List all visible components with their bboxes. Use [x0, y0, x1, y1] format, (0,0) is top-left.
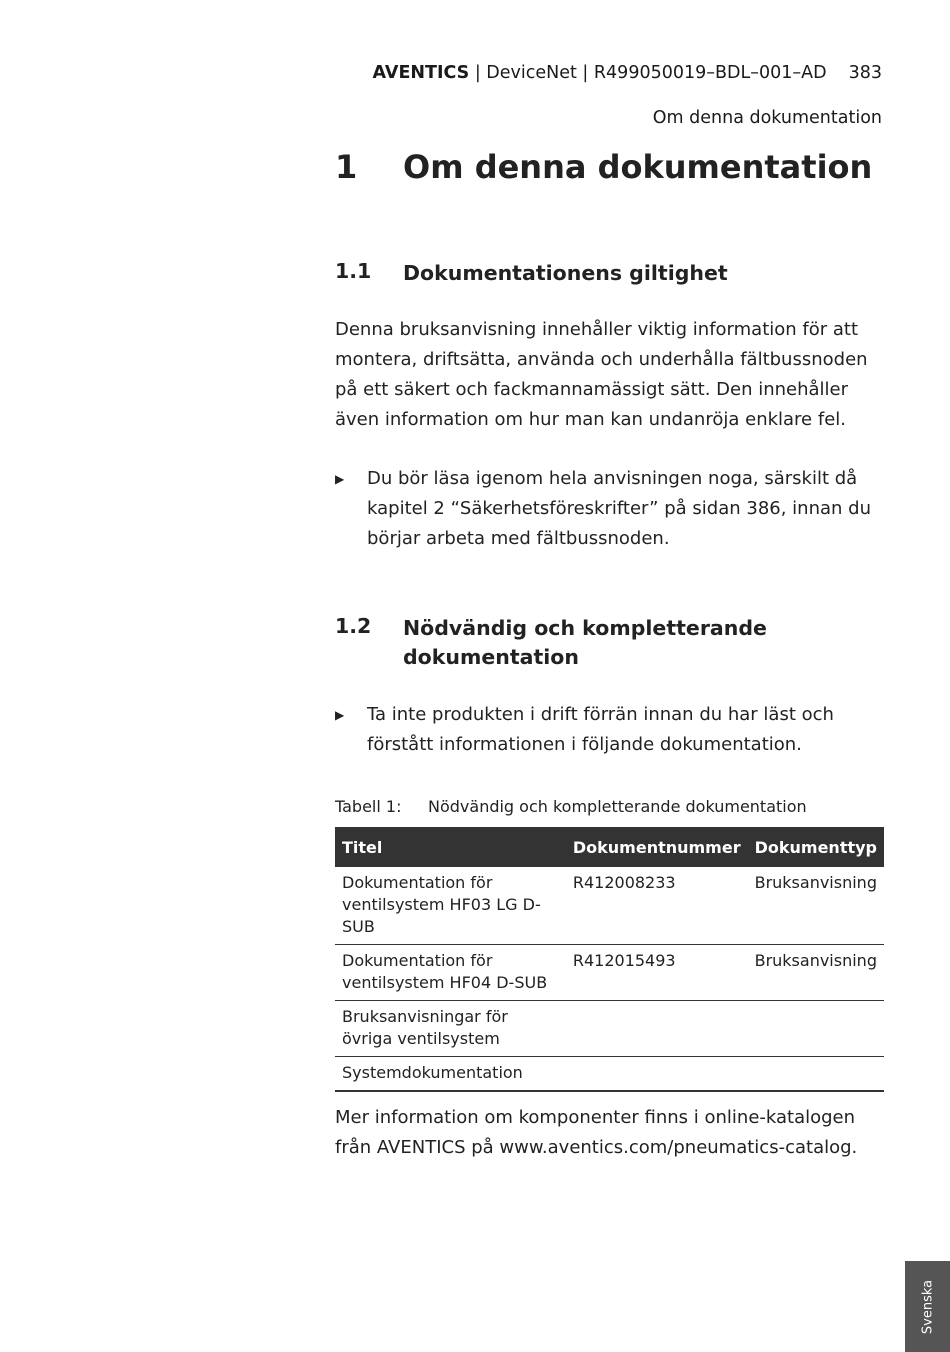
instruction-bullet — [335, 700, 895, 760]
running-header — [373, 63, 882, 83]
cell-doc-type — [748, 1057, 884, 1092]
table-header-row — [335, 827, 884, 867]
column-header-doc-number: Dokumentnummer — [566, 827, 748, 867]
section-title: Dokumentationens giltighet — [403, 261, 728, 285]
bullet-text: Ta inte produkten i drift förrän innan du har läst och förstått informationen i följande dokumentation. — [367, 704, 834, 755]
table-caption — [335, 797, 807, 816]
cell-title: Dokumentation för ventilsystem HF03 LG D-SUB — [335, 867, 566, 945]
bullet-text: Du bör läsa igenom hela anvisningen noga, särskilt då kapitel 2 “Säkerhetsföreskrifter” på sidan 386, innan du börjar arbeta med fältbussnoden. — [367, 468, 871, 549]
footer-paragraph: Mer information om komponenter finns i online-katalogen från AVENTICS på www.aventics.com/pneumatics-catalog. — [335, 1107, 858, 1158]
bullet-arrow-icon: ▶ — [335, 472, 345, 486]
section-number: 1.2 — [335, 614, 372, 638]
chapter-number: 1 — [335, 148, 358, 186]
documentation-table — [335, 827, 884, 1092]
chapter-title: Om denna dokumentation — [403, 148, 873, 186]
cell-doc-type: Bruksanvisning — [748, 945, 884, 1001]
document-id: | DeviceNet | R499050019–BDL–001–AD — [469, 63, 827, 83]
language-tab — [905, 1261, 950, 1352]
body-paragraph: Denna bruksanvisning innehåller viktig information för att montera, driftsätta, använda och underhålla fältbussnoden på ett säkert och fackmannamässigt sätt. Den innehåller även information om hur man kan undanröja enklare fel. — [335, 319, 868, 430]
table-row — [335, 1001, 884, 1057]
caption-text: Nödvändig och kompletterande dokumentation — [428, 797, 807, 816]
brand-name: AVENTICS — [372, 63, 470, 83]
table-row — [335, 945, 884, 1001]
cell-doc-number: R412015493 — [566, 945, 748, 1001]
column-header-title: Titel — [335, 827, 566, 867]
bullet-arrow-icon: ▶ — [335, 708, 345, 722]
cell-title: Dokumentation för ventilsystem HF04 D-SUB — [335, 945, 566, 1001]
chapter-heading — [335, 148, 872, 186]
page-number: 383 — [848, 63, 882, 83]
table-row — [335, 867, 884, 945]
cell-title: Bruksanvisningar för övriga ventilsystem — [335, 1001, 566, 1057]
cell-doc-number: R412008233 — [566, 867, 748, 945]
section-number: 1.1 — [335, 259, 372, 283]
cell-doc-type: Bruksanvisning — [748, 867, 884, 945]
cell-doc-number — [566, 1001, 748, 1057]
cell-doc-number — [566, 1057, 748, 1092]
instruction-bullet — [335, 464, 895, 554]
cell-doc-type — [748, 1001, 884, 1057]
section-title: Nödvändig och kompletterande dokumentation — [403, 616, 767, 669]
running-section-title: Om denna dokumentation — [652, 108, 882, 128]
caption-label: Tabell 1: — [335, 797, 402, 816]
language-label: Svenska — [920, 1279, 935, 1334]
table-row — [335, 1057, 884, 1092]
cell-title: Systemdokumentation — [335, 1057, 566, 1092]
column-header-doc-type: Dokumenttyp — [748, 827, 884, 867]
